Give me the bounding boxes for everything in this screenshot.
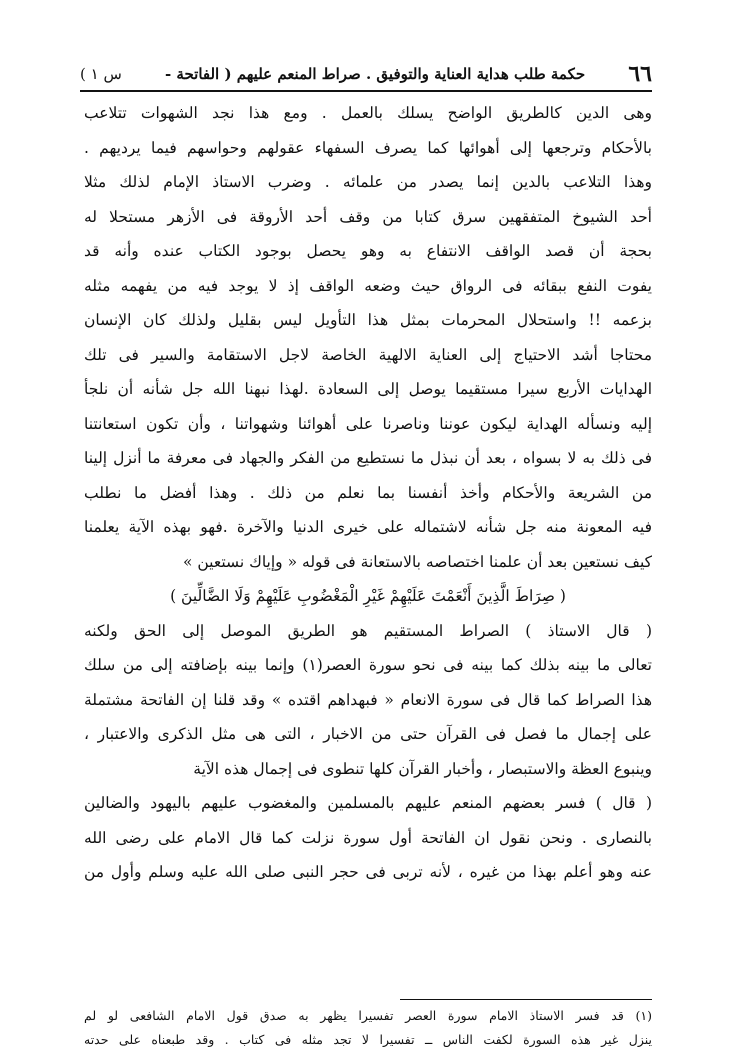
text-line: وهذا التلاعب بالدين إنما يصدر من علمائه . وضرب الاستاذ الإمام لذلك مثلا <box>84 173 652 191</box>
main-text <box>84 96 652 890</box>
section-label: س ١ ) <box>80 65 122 83</box>
text-line: بحجة أن قصد الواقف الانتفاع به وهو يحصل بوجود الكتاب عنده وأنه قد <box>84 242 652 260</box>
footnote-line: ينزل غير هذه السورة لكفت الناس ــ تفسيرا لا تجد مثله فى كتاب . وقد طبعناه على حدته <box>84 1032 652 1047</box>
text-line: يفوت النفع ببقائه فى الرواق حيث وضعه الواقف إذ لا يوجد فيه من يفهمه مثله <box>84 276 652 295</box>
text-line: هذا الصراط كما قال فى سورة الانعام « فبهداهم اقتده » وقد قلنا إن الفاتحة مشتملة <box>84 690 652 709</box>
text-line: أحد الشيوخ المتفقهين سرق كتابا من وقف أحد الأروقة فى الأزهر مستحلا له <box>84 207 652 226</box>
text-line: كيف نستعين بعد أن علمنا اختصاصه بالاستعانة فى قوله « وإياك نستعين » <box>182 552 652 571</box>
text-line: بالنصارى . ونحن نقول ان الفاتحة أول سورة نزلت كما قال الامام على رضى الله <box>84 828 652 847</box>
text-line: فيه المعونة منه جل شأنه لاشتماله على خيرى الدنيا والآخرة .فهو بهذه الآية يعلمنا <box>84 518 652 536</box>
text-line: إليه ونسأله الهداية ليكون عوننا وناصرنا على أهوائنا وشهواتنا ، وأن تكون استعانتنا <box>84 414 652 433</box>
running-head: حكمة طلب هداية العناية والتوفيق . صراط المنعم عليهم ( الفاتحة ‐ <box>164 65 586 83</box>
page-header <box>80 58 652 92</box>
footnote-line: (١) قد فسر الاستاذ الامام سورة العصر تفسيرا يظهر به صدق قول الامام الشافعى لو لم <box>84 1008 652 1023</box>
text-line: بالأحكام وترجعها إلى أهوائها كما يصرف السفهاء عقولهم وحواسهم فيما يرديهم . <box>84 138 652 157</box>
text-line: ( قال الاستاذ ) الصراط المستقيم هو الطريق الموصل إلى الحق ولكنه <box>84 621 652 640</box>
footnote-divider <box>400 999 652 1000</box>
footnotes <box>84 1004 652 1052</box>
text-line: تعالى ما بينه بذلك كما بينه فى نحو سورة العصر(١) وإنما بينه بإضافته إلى من سلك <box>84 656 652 674</box>
text-line: بزعمه !! واستحلال المحرمات بمثل هذا التأويل ليس بقليل ولذلك كان الإنسان <box>84 311 652 329</box>
text-line: ( قال ) فسر بعضهم المنعم عليهم بالمسلمين والمغضوب عليهم باليهود والضالين <box>84 794 652 812</box>
text-line: الهدايات الأربع سيرا مستقيما يوصل إلى السعادة .لهذا نبهنا الله جل شأنه أن نلجأ <box>84 380 652 398</box>
text-line: عنه وهو أعلم بهذا من غيره ، لأنه تربى فى حجر النبى صلى الله عليه وسلم وأول من <box>84 863 652 881</box>
quran-verse: ( صِرَاطَ الَّذِينَ أَنْعَمْتَ عَلَيْهِمْ غَيْرِ الْمَغْضُوبِ عَلَيْهِمْ وَلَا الضَّالِّينَ ) <box>170 587 566 605</box>
text-line: وينبوع العظة والاستبصار ، وأخبار القرآن كلها تنطوى فى إجمال هذه الآية <box>193 759 652 778</box>
text-line: على إجمال ما فصل فى القرآن حتى من الاخبار ، التى هى مثل الذكرى والاعتبار ، <box>84 725 652 743</box>
text-line: محتاجا أشد الاحتياج إلى العناية الالهية الخاصة لاجل الاستقامة والسير فى تلك <box>84 345 652 364</box>
text-line: وهى الدين كالطريق الواضح يسلك بالعمل . ومع هذا نجد الشهوات تتلاعب <box>84 104 652 122</box>
text-line: من الشريعة والأحكام وأخذ أنفسنا بما نعلم من ذلك . وهذا أفضل ما نطلب <box>84 483 652 502</box>
page-number: ٦٦ <box>628 61 652 87</box>
text-line: فى ذلك به لا بسواه ، بعد أن نبذل ما نستطيع من الفكر والجهاد فى معرفة ما أنزل إلينا <box>84 449 652 467</box>
